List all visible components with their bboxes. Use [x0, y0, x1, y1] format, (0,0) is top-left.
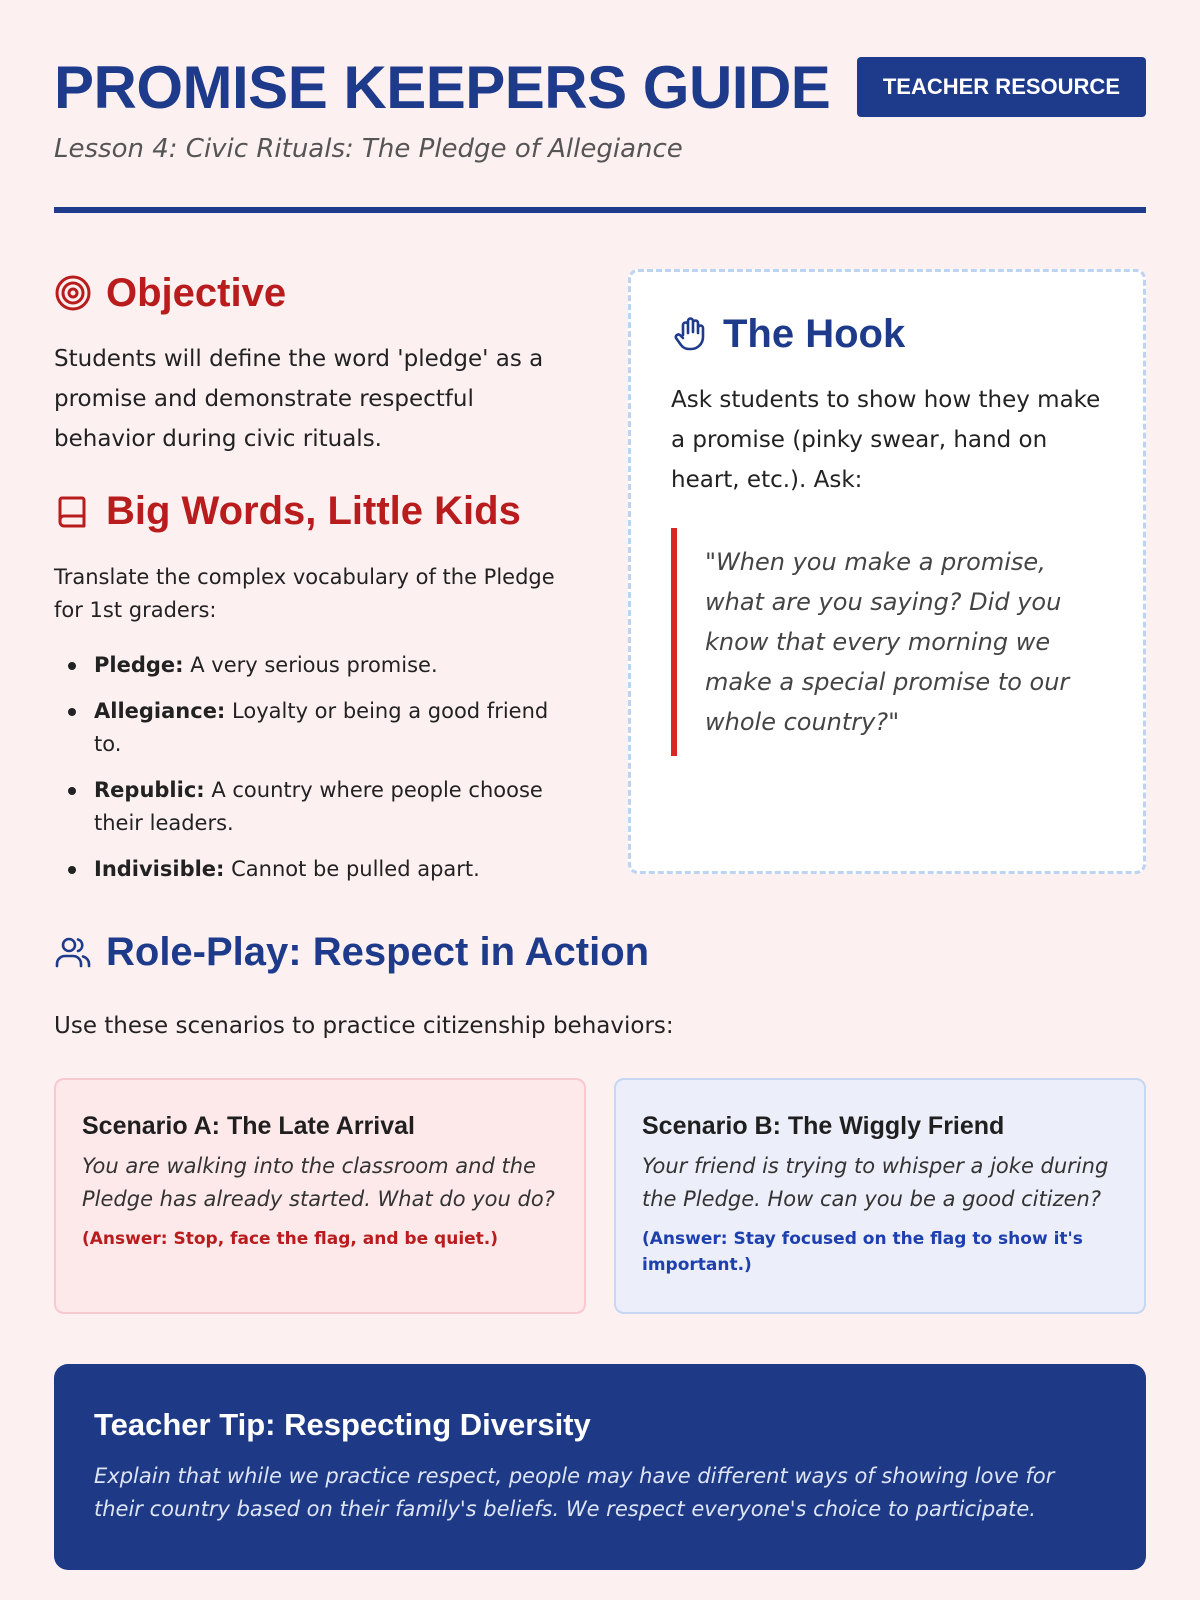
teacher-tip-text: Explain that while we practice respect, people may have different ways of showing love for their country based on their family's beliefs. We respect everyone's choice to participate. [94, 1464, 1055, 1521]
vocab-heading [54, 487, 574, 535]
scenario-answer: (Answer: Stay focused on the flag to show it's important.) [642, 1229, 1083, 1275]
scenario-title: Scenario B: The Wiggly Friend [642, 1112, 1005, 1140]
objective-section [54, 269, 574, 459]
vocab-heading-label: Big Words, Little Kids [106, 489, 521, 533]
hook-heading [671, 310, 1103, 358]
hand-icon [671, 315, 709, 353]
left-column [54, 269, 574, 899]
vocab-item [54, 649, 574, 682]
vocab-term: Pledge: [94, 653, 184, 677]
header-divider [54, 207, 1146, 213]
vocab-term: Republic: [94, 778, 205, 802]
hook-text: Ask students to show how they make a promise (pinky swear, hand on heart, etc.). Ask: [671, 387, 1101, 493]
vocab-term: Indivisible: [94, 857, 225, 881]
scenario-description: You are walking into the classroom and the Pledge has already started. What do you do? [82, 1154, 555, 1211]
scenario-list [54, 1078, 1146, 1314]
vocab-definition: A country where people choose their leaders. [94, 778, 543, 835]
scenario-title: Scenario A: The Late Arrival [82, 1112, 415, 1140]
hook-heading-label: The Hook [723, 312, 906, 356]
vocab-item [54, 853, 574, 886]
roleplay-heading-label: Role-Play: Respect in Action [106, 930, 650, 974]
vocab-term: Allegiance: [94, 699, 226, 723]
scenario-description: Your friend is trying to whisper a joke during the Pledge. How can you be a good citizen? [642, 1154, 1109, 1211]
scenario-card-a [54, 1078, 586, 1314]
target-icon [54, 274, 92, 312]
vocab-definition: Loyalty or being a good friend to. [94, 699, 549, 756]
top-columns [54, 269, 1146, 899]
vocab-intro: Translate the complex vocabulary of the Pledge for 1st graders: [54, 565, 555, 622]
vocab-item [54, 774, 574, 840]
page-title: PROMISE KEEPERS GUIDE [54, 54, 831, 121]
vocab-definition: A very serious promise. [183, 653, 438, 677]
objective-heading [54, 269, 574, 317]
vocab-item [54, 695, 574, 761]
teacher-tip-title: Teacher Tip: Respecting Diversity [94, 1407, 591, 1442]
teacher-resource-badge: TEACHER RESOURCE [857, 57, 1146, 117]
vocab-definition: Cannot be pulled apart. [224, 857, 480, 881]
objective-heading-label: Objective [106, 271, 287, 315]
scenario-answer: (Answer: Stop, face the flag, and be quiet.) [82, 1229, 499, 1249]
roleplay-intro: Use these scenarios to practice citizenship behaviors: [54, 1013, 674, 1039]
objective-text: Students will define the word 'pledge' as a promise and demonstrate respectful behavior during civic rituals. [54, 346, 544, 452]
teacher-tip-box [54, 1364, 1146, 1570]
vocab-list [54, 649, 574, 886]
lesson-subtitle: Lesson 4: Civic Rituals: The Pledge of Allegiance [54, 134, 683, 164]
book-icon [54, 492, 92, 530]
roleplay-heading [54, 928, 1146, 976]
hook-quote: "When you make a promise, what are you saying? Did you know that every morning we make a special promise to our whole country?" [671, 528, 1103, 756]
vocab-section [54, 487, 574, 886]
scenario-card-b [614, 1078, 1146, 1314]
roleplay-section [54, 928, 1146, 1314]
users-icon [54, 933, 92, 971]
hook-card [628, 269, 1146, 874]
page-header [54, 0, 1146, 214]
